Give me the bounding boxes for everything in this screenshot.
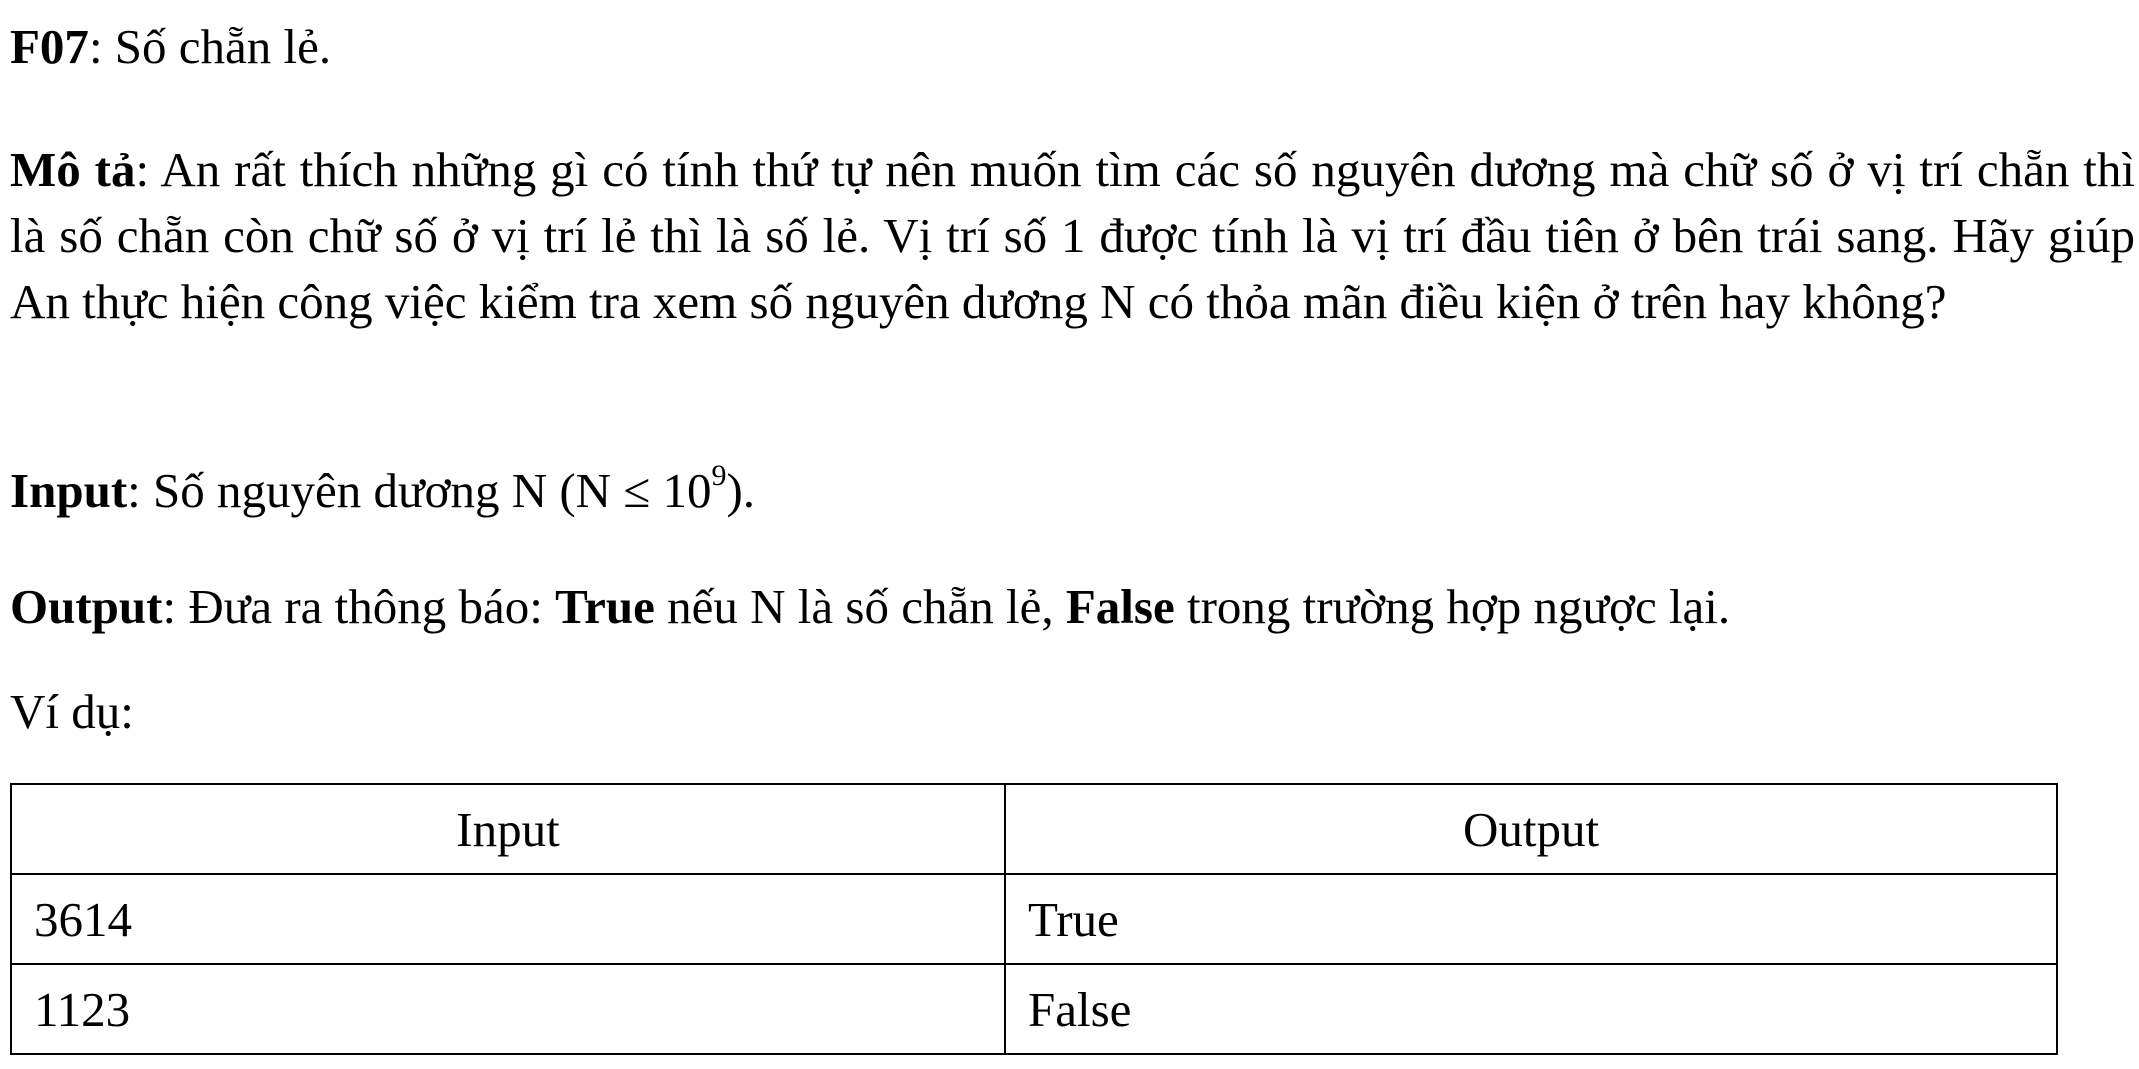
input-spec (10, 459, 756, 518)
problem-description (10, 137, 2135, 335)
problem-title (10, 19, 332, 74)
table-cell-input: 3614 (11, 874, 1005, 964)
output-spec-label: Output (10, 579, 163, 634)
table-header-input: Input (11, 784, 1005, 874)
problem-title-text: : Số chẵn lẻ. (88, 19, 332, 74)
output-spec-text-3: trong trường hợp ngược lại. (1174, 579, 1731, 634)
output-true-word: True (555, 579, 655, 634)
table-row (11, 874, 2057, 964)
table-header-row (11, 784, 2057, 874)
description-label: Mô tả (10, 142, 136, 197)
table-header-output: Output (1005, 784, 2057, 874)
output-spec-text-2: nếu N là số chẵn lẻ, (654, 579, 1066, 634)
input-spec-text: : Số nguyên dương N (N ≤ 10 (127, 463, 712, 518)
input-spec-exponent: 9 (711, 459, 727, 492)
example-table (10, 783, 2058, 1055)
table-row (11, 964, 2057, 1054)
output-spec (10, 579, 1731, 634)
description-text: : An rất thích những gì có tính thứ tự nên muốn tìm các số nguyên dương mà chữ số ở vị trí chẵn thì là số chẵn còn chữ số ở vị trí lẻ thì là số lẻ. Vị trí số 1 được tính là vị trí đầu tiên ở bên trái sang. Hãy giúp An thực hiện công việc kiểm tra xem số nguyên dương N có thỏa mãn điều kiện ở trên hay không? (10, 142, 2135, 329)
table-cell-output: True (1005, 874, 2057, 964)
output-spec-text-1: : Đưa ra thông báo: (162, 579, 556, 634)
table-cell-output: False (1005, 964, 2057, 1054)
problem-code: F07 (10, 19, 89, 74)
output-false-word: False (1065, 579, 1175, 634)
input-spec-label: Input (10, 463, 128, 518)
table-cell-input: 1123 (11, 964, 1005, 1054)
input-spec-text-end: ). (726, 463, 756, 518)
example-label: Ví dụ: (10, 684, 134, 739)
